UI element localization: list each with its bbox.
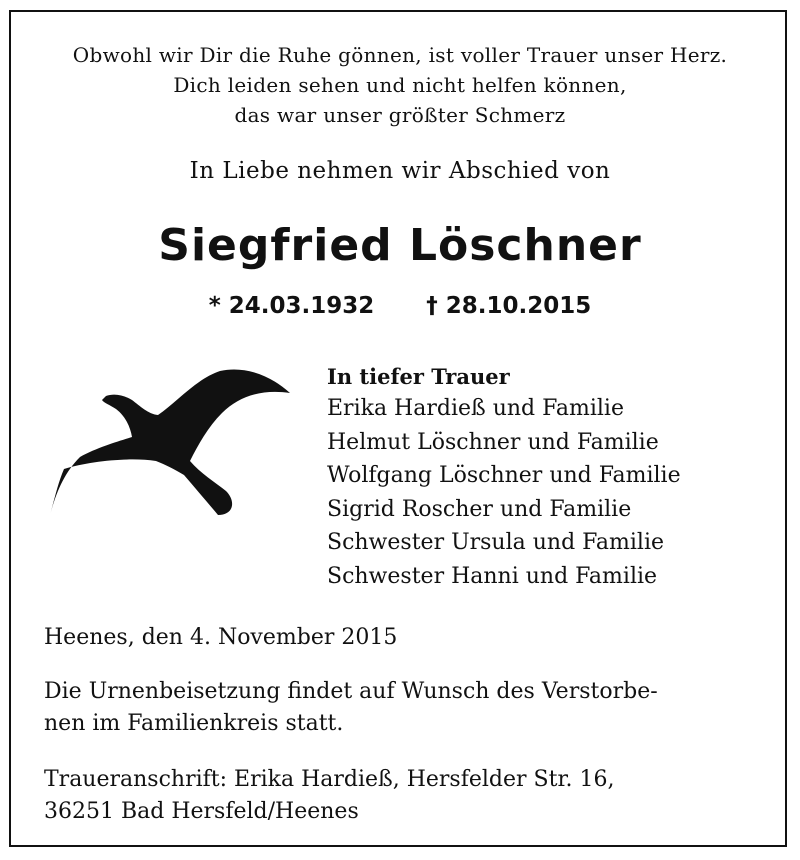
address-line: 36251 Bad Hersfeld/Heenes <box>44 799 359 824</box>
burial-notice <box>44 676 764 740</box>
notice-line: nen im Familienkreis statt. <box>44 711 344 736</box>
mourner-name: Erika Hardieß und Familie <box>327 396 624 421</box>
deceased-name: Siegfried Löschner <box>158 220 642 271</box>
mourner-name: Helmut Löschner und Familie <box>327 429 659 455</box>
death-date: † 28.10.2015 <box>426 293 592 319</box>
notice-line: Die Urnenbeisetzung findet auf Wunsch des Verstorbe- <box>44 679 658 704</box>
poem-line: Obwohl wir Dir die Ruhe gönnen, ist voller Trauer unser Herz. <box>72 43 728 67</box>
mourners-list <box>327 362 777 593</box>
mourners-heading: In tiefer Trauer <box>327 364 510 389</box>
poem-line: das war unser größter Schmerz <box>234 103 566 127</box>
poem <box>0 40 800 130</box>
address-line: Traueranschrift: Erika Hardieß, Hersfelder Str. 16, <box>44 767 615 792</box>
mourner-name: Schwester Hanni und Familie <box>327 563 658 589</box>
mourner-name: Wolfgang Löschner und Familie <box>327 463 681 488</box>
life-dates <box>0 290 800 322</box>
bird-silhouette-icon <box>50 365 295 527</box>
mourner-name: Schwester Ursula und Familie <box>327 530 665 555</box>
mourning-address <box>44 764 764 828</box>
mourner-name: Sigrid Roscher und Familie <box>327 496 632 522</box>
place-and-date: Heenes, den 4. November 2015 <box>44 625 398 650</box>
poem-line: Dich leiden sehen und nicht helfen können, <box>173 73 627 97</box>
birth-date: * 24.03.1932 <box>208 293 375 319</box>
farewell-intro: In Liebe nehmen wir Abschied von <box>189 158 611 184</box>
